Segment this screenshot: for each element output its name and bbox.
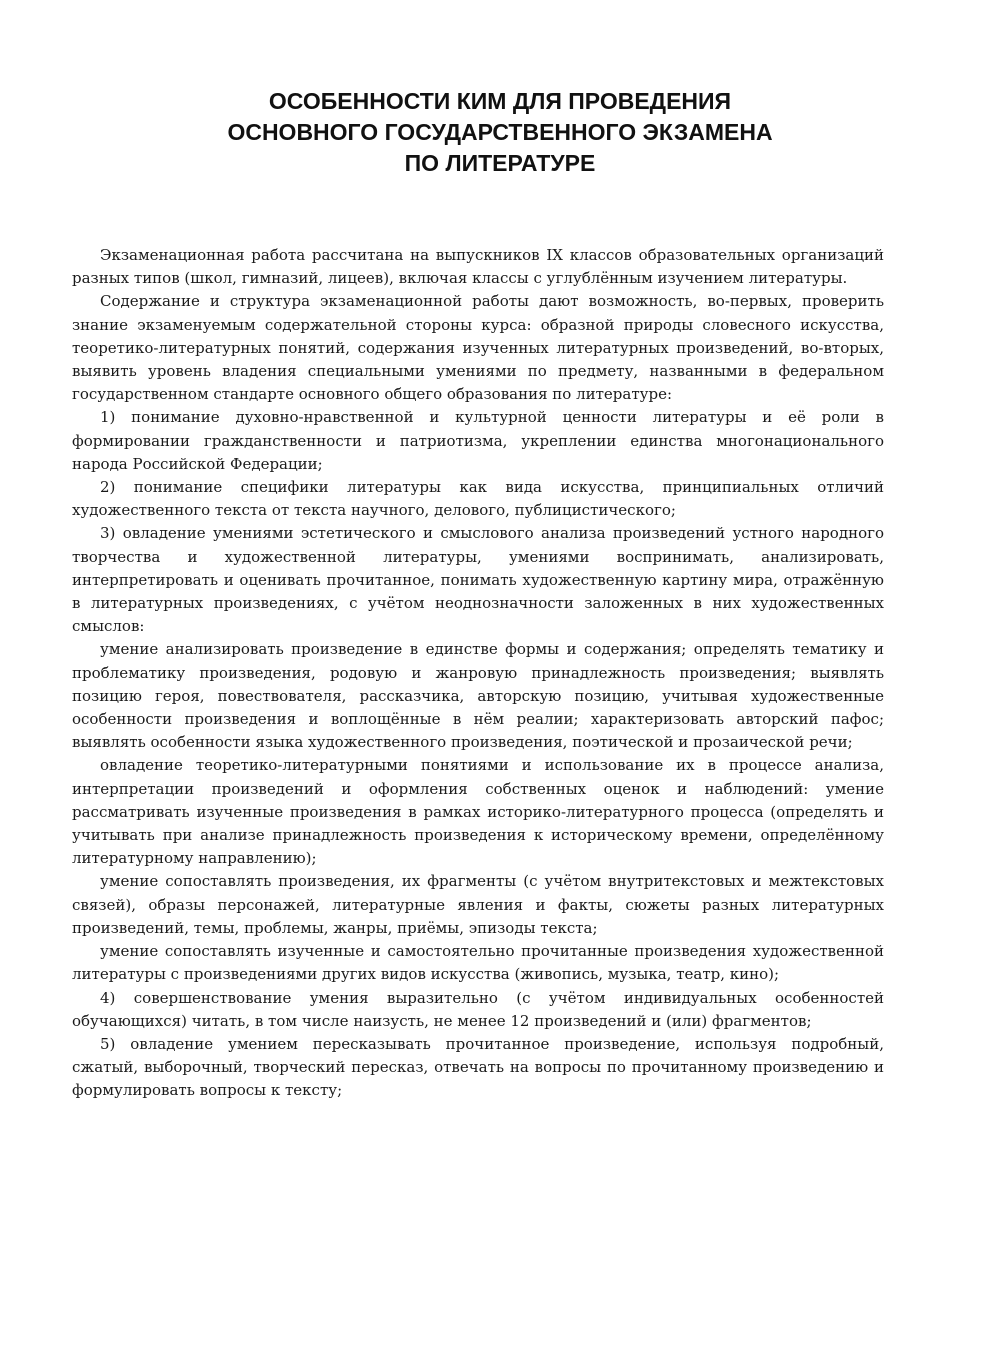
- paragraph-skill-arts: умение сопоставлять изученные и самостоятельно прочитанные произведения художественной литературы с произведениями других видов искусства (живопись, музыка, театр, кино);: [72, 942, 884, 984]
- paragraph-item-2: 2) понимание специфики литературы как вида искусства, принципиальных отличий художественного текста от текста научного, делового, публицистического;: [72, 478, 884, 520]
- body-text: [72, 244, 884, 1103]
- paragraph-item-4: 4) совершенствование умения выразительно (с учётом индивидуальных особенностей обучающихся) читать, в том числе наизусть, не менее 12 произведений и (или) фрагментов;: [72, 988, 884, 1030]
- title-line-3: ПО ЛИТЕРАТУРЕ: [404, 150, 596, 176]
- paragraph-skill-analysis: умение анализировать произведение в единстве формы и содержания; определять тематику и проблематику произведения, родовую и жанровую принадлежность произведения; выявлять позицию героя, повествователя, рассказчика, авторскую позицию, учитывая художественные особенности произведения и воплощённые в нём реалии; характеризовать авторский пафос; выявлять особенности языка художественного произведения, поэтической и прозаической речи;: [72, 640, 884, 752]
- title-line-1: ОСОБЕННОСТИ КИМ ДЛЯ ПРОВЕДЕНИЯ: [268, 88, 732, 114]
- title-line-2: ОСНОВНОГО ГОСУДАРСТВЕННОГО ЭКЗАМЕНА: [227, 119, 773, 145]
- paragraph-intro: Экзаменационная работа рассчитана на выпускников IX классов образовательных организаций разных типов (школ, гимназий, лицеев), включая классы с углублённым изучением литературы.: [72, 246, 884, 288]
- page-title: [60, 86, 940, 179]
- paragraph-item-5: 5) овладение умением пересказывать прочитанное произведение, используя подробный, сжатый, выборочный, творческий пересказ, отвечать на вопросы по прочитанному произведению и формулировать вопросы к тексту;: [72, 1034, 884, 1100]
- paragraph-item-3: 3) овладение умениями эстетического и смыслового анализа произведений устного народного творчества и художественной литературы, умениями воспринимать, анализировать, интерпретировать и оценивать прочитанное, понимать художественную картину мира, отражённую в литературных произведениях, с учётом неоднозначности заложенных в них художественных смыслов:: [72, 524, 884, 636]
- paragraph-content-structure: Содержание и структура экзаменационной работы дают возможность, во-первых, проверить знание экзаменуемым содержательной стороны курса: образной природы словесного искусства, теоретико-литературных понятий, содержания изученных литературных произведений, во-вторых, выявить уровень владения специальными умениями по предмету, названными в федеральном государственном стандарте основного общего образования по литературе:: [72, 292, 884, 404]
- paragraph-skill-theory: овладение теоретико-литературными понятиями и использование их в процессе анализа, интерпретации произведений и оформления собственных оценок и наблюдений: умение рассматривать изученные произведения в рамках историко-литературного процесса (определять и учитывать при анализе принадлежность произведения к историческому времени, определённому литературному направлению);: [72, 756, 884, 868]
- paragraph-skill-compare: умение сопоставлять произведения, их фрагменты (с учётом внутритекстовых и межтекстовых связей), образы персонажей, литературные явления и факты, сюжеты разных литературных произведений, темы, проблемы, жанры, приёмы, эпизоды текста;: [72, 872, 884, 937]
- paragraph-item-1: 1) понимание духовно-нравственной и культурной ценности литературы и её роли в формировании гражданственности и патриотизма, укреплении единства многонационального народа Российской Федерации;: [72, 408, 884, 473]
